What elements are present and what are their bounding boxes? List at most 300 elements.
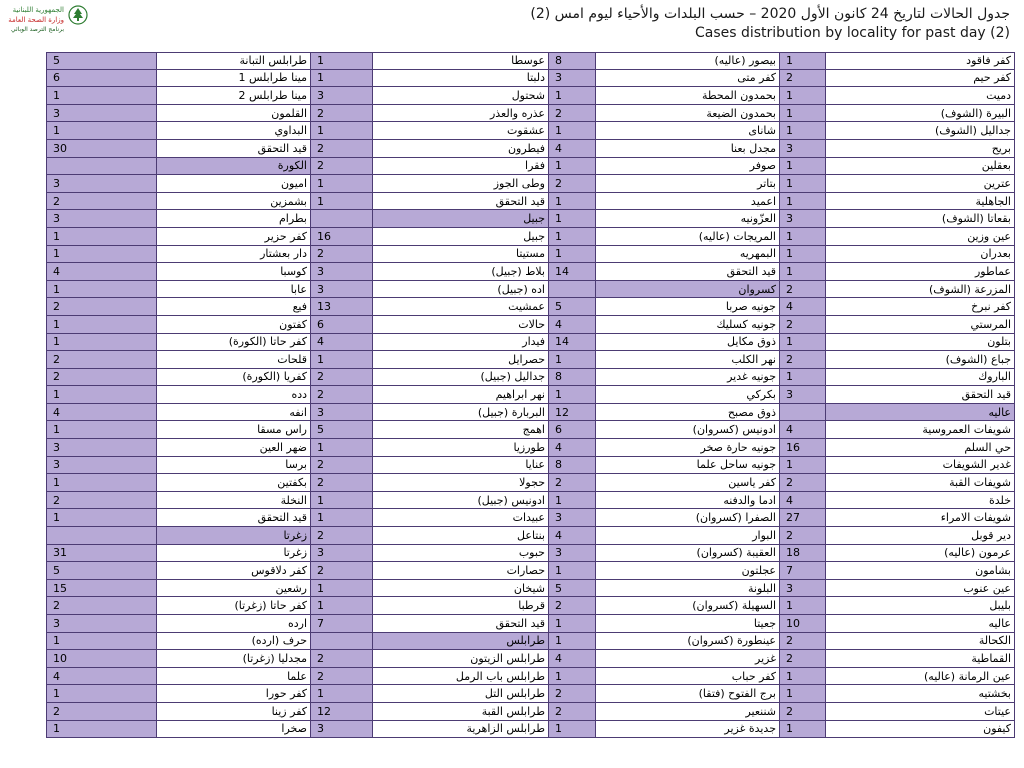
table-row xyxy=(46,562,1015,580)
case-count-cell: 4 xyxy=(779,298,825,315)
case-count-cell: 3 xyxy=(548,509,595,526)
locality-name-cell: بخشتيه xyxy=(825,685,1015,702)
locality-name-cell: فيع xyxy=(156,298,310,315)
case-count-cell: 1 xyxy=(46,633,156,650)
case-count-cell: 4 xyxy=(779,421,825,438)
table-row xyxy=(46,175,1015,193)
table-row xyxy=(46,668,1015,686)
locality-name-cell: جعيتا xyxy=(595,615,779,632)
case-count-cell: 2 xyxy=(46,298,156,315)
table-row xyxy=(46,492,1015,510)
locality-name-cell: البلونة xyxy=(595,580,779,597)
case-count-cell: 2 xyxy=(779,650,825,667)
cedar-logo-icon xyxy=(68,5,88,25)
region-header-cell: عاليه xyxy=(825,404,1015,421)
case-count-cell: 3 xyxy=(46,457,156,474)
case-count-cell: 2 xyxy=(310,140,372,157)
locality-name-cell: مجدليا (زغرتا) xyxy=(156,650,310,667)
table-row xyxy=(46,316,1015,334)
case-count-cell: 5 xyxy=(46,53,156,69)
locality-name-cell: طورزيا xyxy=(372,439,548,456)
case-count-cell: 1 xyxy=(548,87,595,104)
case-count-cell: 1 xyxy=(779,721,825,738)
table-row xyxy=(46,721,1015,739)
locality-name-cell: برج الفتوح (فتقا) xyxy=(595,685,779,702)
locality-name-cell: عين عنوب xyxy=(825,580,1015,597)
case-count-cell: 2 xyxy=(46,492,156,509)
case-count-cell: 7 xyxy=(779,562,825,579)
locality-name-cell: ادما والدفنه xyxy=(595,492,779,509)
case-count-cell: 1 xyxy=(310,509,372,526)
case-count-cell: 1 xyxy=(779,668,825,685)
locality-name-cell: مينا طرابلس 2 xyxy=(156,87,310,104)
table-row xyxy=(46,193,1015,211)
locality-name-cell: جونيه ساحل علما xyxy=(595,457,779,474)
case-count-cell xyxy=(46,158,156,175)
case-count-cell: 8 xyxy=(548,369,595,386)
case-count-cell xyxy=(310,210,372,227)
locality-name-cell: عين وزين xyxy=(825,228,1015,245)
locality-name-cell: شويفات العمروسية xyxy=(825,421,1015,438)
case-count-cell: 14 xyxy=(548,334,595,351)
locality-name-cell: حي السلم xyxy=(825,439,1015,456)
case-count-cell: 2 xyxy=(310,386,372,403)
case-count-cell: 1 xyxy=(548,228,595,245)
case-count-cell: 3 xyxy=(779,386,825,403)
locality-name-cell: كفر حزير xyxy=(156,228,310,245)
page-title-arabic: جدول الحالات لتاريخ 24 كانون الأول 2020 – حسب البلدات والأحياء ليوم امس (2) xyxy=(530,6,1010,22)
case-count-cell: 2 xyxy=(310,650,372,667)
case-count-cell: 1 xyxy=(548,193,595,210)
locality-name-cell: جديدة غزير xyxy=(595,721,779,738)
locality-name-cell: كفر حورا xyxy=(156,685,310,702)
case-count-cell: 2 xyxy=(548,685,595,702)
locality-name-cell: عمشيت xyxy=(372,298,548,315)
case-count-cell: 2 xyxy=(310,527,372,544)
locality-name-cell: بليبل xyxy=(825,597,1015,614)
logo-line-2: وزارة الصحة العامة xyxy=(8,16,64,24)
case-count-cell: 3 xyxy=(46,175,156,192)
case-count-cell: 3 xyxy=(310,721,372,738)
locality-name-cell: غدير الشويفات xyxy=(825,457,1015,474)
case-count-cell: 3 xyxy=(46,210,156,227)
locality-name-cell: راس مسقا xyxy=(156,421,310,438)
table-row xyxy=(46,122,1015,140)
table-row xyxy=(46,404,1015,422)
case-count-cell xyxy=(779,404,825,421)
case-count-cell: 4 xyxy=(310,334,372,351)
locality-name-cell: السهيلة (كسروان) xyxy=(595,597,779,614)
case-count-cell: 4 xyxy=(46,668,156,685)
table-row xyxy=(46,633,1015,651)
case-count-cell: 4 xyxy=(779,492,825,509)
locality-name-cell: العقيبة (كسروان) xyxy=(595,545,779,562)
case-count-cell: 1 xyxy=(46,228,156,245)
case-count-cell: 1 xyxy=(46,721,156,738)
locality-name-cell: البربارة (جبيل) xyxy=(372,404,548,421)
case-count-cell: 1 xyxy=(779,685,825,702)
locality-name-cell: عبيدات xyxy=(372,509,548,526)
locality-name-cell: اعميد xyxy=(595,193,779,210)
case-count-cell: 10 xyxy=(46,650,156,667)
locality-name-cell: طرابلس باب الرمل xyxy=(372,668,548,685)
locality-name-cell: عشقوت xyxy=(372,122,548,139)
case-count-cell: 1 xyxy=(548,633,595,650)
locality-name-cell: عين الرمانة (عاليه) xyxy=(825,668,1015,685)
locality-name-cell: حصارات xyxy=(372,562,548,579)
table-row xyxy=(46,158,1015,176)
case-count-cell: 1 xyxy=(46,87,156,104)
locality-name-cell: بشامون xyxy=(825,562,1015,579)
locality-name-cell: عجلتون xyxy=(595,562,779,579)
locality-name-cell: زغرتا xyxy=(156,545,310,562)
case-count-cell: 2 xyxy=(310,668,372,685)
locality-name-cell: عترين xyxy=(825,175,1015,192)
locality-name-cell: كفر حاتا (زغرتا) xyxy=(156,597,310,614)
locality-name-cell: العزّونيه xyxy=(595,210,779,227)
locality-name-cell: البوار xyxy=(595,527,779,544)
locality-name-cell: شانای xyxy=(595,122,779,139)
case-count-cell: 2 xyxy=(310,158,372,175)
locality-name-cell: جونيه صربا xyxy=(595,298,779,315)
region-header-cell: الكورة xyxy=(156,158,310,175)
ministry-logo xyxy=(6,3,86,39)
locality-name-cell: اهمج xyxy=(372,421,548,438)
table-row xyxy=(46,580,1015,598)
case-count-cell: 5 xyxy=(310,421,372,438)
case-count-cell: 5 xyxy=(548,580,595,597)
table-row xyxy=(46,228,1015,246)
locality-name-cell: قيد التحقق xyxy=(595,263,779,280)
locality-name-cell: قيد التحقق xyxy=(372,193,548,210)
case-count-cell: 2 xyxy=(310,369,372,386)
locality-name-cell: بحمدون الضيعة xyxy=(595,105,779,122)
table-row xyxy=(46,246,1015,264)
case-count-cell: 16 xyxy=(310,228,372,245)
locality-name-cell: كفريا (الكورة) xyxy=(156,369,310,386)
case-count-cell: 3 xyxy=(548,70,595,87)
locality-name-cell: ادونيس (كسروان) xyxy=(595,421,779,438)
case-count-cell: 2 xyxy=(548,105,595,122)
locality-name-cell: عماطور xyxy=(825,263,1015,280)
table-row xyxy=(46,351,1015,369)
case-count-cell: 2 xyxy=(779,633,825,650)
locality-name-cell: الكحالة xyxy=(825,633,1015,650)
case-count-cell: 3 xyxy=(310,263,372,280)
locality-name-cell: ضهر العين xyxy=(156,439,310,456)
locality-name-cell: نهر الكلب xyxy=(595,351,779,368)
case-count-cell: 1 xyxy=(779,228,825,245)
case-count-cell: 2 xyxy=(779,316,825,333)
locality-name-cell: البمهريه xyxy=(595,246,779,263)
locality-name-cell: شحتول xyxy=(372,87,548,104)
locality-name-cell: بكفتين xyxy=(156,474,310,491)
case-count-cell: 14 xyxy=(548,263,595,280)
locality-name-cell: عذره والعذر xyxy=(372,105,548,122)
case-count-cell: 3 xyxy=(779,210,825,227)
case-count-cell: 1 xyxy=(548,668,595,685)
locality-name-cell: حجولا xyxy=(372,474,548,491)
case-count-cell: 1 xyxy=(310,580,372,597)
locality-name-cell: كيفون xyxy=(825,721,1015,738)
case-count-cell: 2 xyxy=(310,562,372,579)
case-count-cell: 12 xyxy=(310,703,372,720)
locality-name-cell: المريجات (عاليه) xyxy=(595,228,779,245)
case-count-cell xyxy=(548,281,595,298)
locality-name-cell: المزرعة (الشوف) xyxy=(825,281,1015,298)
locality-name-cell: بحمدون المحطة xyxy=(595,87,779,104)
table-row xyxy=(46,386,1015,404)
case-count-cell: 2 xyxy=(548,175,595,192)
table-row xyxy=(46,457,1015,475)
case-count-cell: 1 xyxy=(548,562,595,579)
table-row xyxy=(46,281,1015,299)
case-count-cell: 1 xyxy=(548,158,595,175)
case-count-cell: 1 xyxy=(779,369,825,386)
locality-name-cell: قرطبا xyxy=(372,597,548,614)
case-count-cell: 1 xyxy=(310,53,372,69)
locality-name-cell: كوسبا xyxy=(156,263,310,280)
locality-name-cell: جونيه كسليك xyxy=(595,316,779,333)
case-count-cell: 1 xyxy=(548,351,595,368)
locality-name-cell: انفه xyxy=(156,404,310,421)
case-count-cell: 16 xyxy=(779,439,825,456)
case-count-cell: 15 xyxy=(46,580,156,597)
locality-name-cell: كفر زينا xyxy=(156,703,310,720)
locality-name-cell: صوفر xyxy=(595,158,779,175)
case-count-cell: 1 xyxy=(46,685,156,702)
locality-name-cell: بلاط (جبيل) xyxy=(372,263,548,280)
case-count-cell: 1 xyxy=(46,334,156,351)
case-count-cell: 1 xyxy=(779,246,825,263)
case-count-cell: 10 xyxy=(779,615,825,632)
region-header-cell: كسروان xyxy=(595,281,779,298)
case-count-cell: 2 xyxy=(548,703,595,720)
locality-name-cell: كفر متى xyxy=(595,70,779,87)
case-count-cell: 4 xyxy=(548,140,595,157)
locality-name-cell: مينا طرابلس 1 xyxy=(156,70,310,87)
locality-name-cell: البداوي xyxy=(156,122,310,139)
case-count-cell: 30 xyxy=(46,140,156,157)
case-count-cell: 3 xyxy=(46,105,156,122)
case-count-cell: 2 xyxy=(310,105,372,122)
case-count-cell: 4 xyxy=(46,404,156,421)
locality-name-cell: وطى الجوز xyxy=(372,175,548,192)
case-count-cell: 1 xyxy=(548,615,595,632)
locality-name-cell: بيصور (عاليه) xyxy=(595,53,779,69)
table-row xyxy=(46,87,1015,105)
locality-name-cell: شيخان xyxy=(372,580,548,597)
case-count-cell: 4 xyxy=(548,650,595,667)
locality-name-cell: دده xyxy=(156,386,310,403)
case-count-cell: 1 xyxy=(779,263,825,280)
case-count-cell: 31 xyxy=(46,545,156,562)
locality-name-cell: اده (جبيل) xyxy=(372,281,548,298)
case-count-cell: 1 xyxy=(779,597,825,614)
case-count-cell: 2 xyxy=(779,474,825,491)
table-row xyxy=(46,263,1015,281)
case-count-cell: 2 xyxy=(779,351,825,368)
case-count-cell: 5 xyxy=(548,298,595,315)
locality-name-cell: الصفرا (كسروان) xyxy=(595,509,779,526)
case-count-cell: 1 xyxy=(548,721,595,738)
case-count-cell: 1 xyxy=(779,122,825,139)
case-count-cell: 3 xyxy=(779,140,825,157)
case-count-cell xyxy=(46,527,156,544)
locality-name-cell: صخرا xyxy=(156,721,310,738)
case-count-cell: 2 xyxy=(548,474,595,491)
case-count-cell: 1 xyxy=(779,158,825,175)
locality-name-cell: الجاهلية xyxy=(825,193,1015,210)
case-count-cell: 8 xyxy=(548,53,595,69)
locality-name-cell: عنايا xyxy=(372,457,548,474)
locality-name-cell: ادونيس (جبيل) xyxy=(372,492,548,509)
case-count-cell: 2 xyxy=(46,351,156,368)
case-count-cell: 1 xyxy=(46,246,156,263)
case-count-cell: 1 xyxy=(310,122,372,139)
logo-line-3: برنامج الترصد الوبائي xyxy=(10,26,64,33)
locality-name-cell: اميون xyxy=(156,175,310,192)
locality-name-cell: شويفات القبة xyxy=(825,474,1015,491)
case-count-cell: 1 xyxy=(779,334,825,351)
locality-name-cell: ارده xyxy=(156,615,310,632)
case-count-cell: 1 xyxy=(779,175,825,192)
locality-name-cell: قيد التحقق xyxy=(372,615,548,632)
case-count-cell: 8 xyxy=(548,457,595,474)
locality-name-cell: حبوب xyxy=(372,545,548,562)
locality-name-cell: بشمزين xyxy=(156,193,310,210)
case-count-cell: 1 xyxy=(46,122,156,139)
locality-name-cell: جبيل xyxy=(372,228,548,245)
table-row xyxy=(46,210,1015,228)
table-row xyxy=(46,685,1015,703)
case-count-cell: 1 xyxy=(779,457,825,474)
case-count-cell xyxy=(310,633,372,650)
table-row xyxy=(46,474,1015,492)
locality-name-cell: خلدة xyxy=(825,492,1015,509)
case-count-cell: 12 xyxy=(548,404,595,421)
case-count-cell: 1 xyxy=(548,492,595,509)
locality-name-cell: بقعاتا (الشوف) xyxy=(825,210,1015,227)
case-count-cell: 3 xyxy=(310,281,372,298)
table-row xyxy=(46,650,1015,668)
locality-name-cell: دلبتا xyxy=(372,70,548,87)
case-count-cell: 1 xyxy=(46,474,156,491)
case-count-cell: 6 xyxy=(46,70,156,87)
locality-name-cell: برسا xyxy=(156,457,310,474)
locality-name-cell: عابا xyxy=(156,281,310,298)
case-count-cell: 3 xyxy=(310,87,372,104)
locality-name-cell: طرابلس القبة xyxy=(372,703,548,720)
case-count-cell: 3 xyxy=(310,404,372,421)
table-row xyxy=(46,421,1015,439)
case-count-cell: 13 xyxy=(310,298,372,315)
table-row xyxy=(46,52,1015,70)
locality-name-cell: قلحات xyxy=(156,351,310,368)
case-count-cell: 2 xyxy=(310,457,372,474)
locality-name-cell: كفر حباب xyxy=(595,668,779,685)
logo-line-1: الجمهورية اللبنانية xyxy=(12,6,64,14)
locality-name-cell: جونيه غدير xyxy=(595,369,779,386)
case-count-cell: 2 xyxy=(779,703,825,720)
locality-name-cell: دار بعشتار xyxy=(156,246,310,263)
table-row xyxy=(46,509,1015,527)
locality-name-cell: عيتات xyxy=(825,703,1015,720)
table-row xyxy=(46,597,1015,615)
case-count-cell: 3 xyxy=(310,545,372,562)
table-row xyxy=(46,703,1015,721)
case-count-cell: 1 xyxy=(779,53,825,69)
case-count-cell: 2 xyxy=(310,246,372,263)
case-count-cell: 2 xyxy=(779,70,825,87)
case-count-cell: 3 xyxy=(46,439,156,456)
case-count-cell: 1 xyxy=(779,105,825,122)
case-count-cell: 2 xyxy=(46,703,156,720)
case-count-cell: 1 xyxy=(46,509,156,526)
locality-name-cell: حالات xyxy=(372,316,548,333)
locality-name-cell: المرستي xyxy=(825,316,1015,333)
locality-name-cell: علما xyxy=(156,668,310,685)
locality-name-cell: نهر ابراهيم xyxy=(372,386,548,403)
case-count-cell: 1 xyxy=(548,386,595,403)
locality-name-cell: فيطرون xyxy=(372,140,548,157)
locality-name-cell: كفر حاتا (الكورة) xyxy=(156,334,310,351)
case-count-cell: 3 xyxy=(779,580,825,597)
case-count-cell: 4 xyxy=(548,439,595,456)
locality-name-cell: حصرايل xyxy=(372,351,548,368)
case-count-cell: 1 xyxy=(46,281,156,298)
case-count-cell: 1 xyxy=(548,210,595,227)
locality-name-cell: بكركي xyxy=(595,386,779,403)
locality-name-cell: كفر دلاقوس xyxy=(156,562,310,579)
case-count-cell: 4 xyxy=(548,316,595,333)
case-count-cell: 1 xyxy=(310,70,372,87)
locality-name-cell: بطرام xyxy=(156,210,310,227)
locality-name-cell: شويفات الامراء xyxy=(825,509,1015,526)
locality-name-cell: كفر فاقود xyxy=(825,53,1015,69)
table-row xyxy=(46,105,1015,123)
locality-name-cell: دميت xyxy=(825,87,1015,104)
locality-name-cell: رشعين xyxy=(156,580,310,597)
case-count-cell: 1 xyxy=(310,439,372,456)
page-header xyxy=(0,0,1024,48)
locality-name-cell: فيدار xyxy=(372,334,548,351)
cases-table xyxy=(46,52,1015,758)
region-header-cell: جبيل xyxy=(372,210,548,227)
case-count-cell: 3 xyxy=(46,615,156,632)
locality-name-cell: دير قوبل xyxy=(825,527,1015,544)
locality-name-cell: طرابلس الزيتون xyxy=(372,650,548,667)
case-count-cell: 6 xyxy=(548,421,595,438)
locality-name-cell: بعدران xyxy=(825,246,1015,263)
locality-name-cell: بريح xyxy=(825,140,1015,157)
locality-name-cell: مجدل بعنا xyxy=(595,140,779,157)
table-row xyxy=(46,439,1015,457)
case-count-cell: 18 xyxy=(779,545,825,562)
locality-name-cell: بنتاعل xyxy=(372,527,548,544)
case-count-cell: 6 xyxy=(310,316,372,333)
locality-name-cell: طرابلس التل xyxy=(372,685,548,702)
locality-name-cell: طرابلس الزاهرية xyxy=(372,721,548,738)
table-row xyxy=(46,70,1015,88)
case-count-cell: 1 xyxy=(548,246,595,263)
case-count-cell: 1 xyxy=(548,122,595,139)
table-row xyxy=(46,615,1015,633)
case-count-cell: 1 xyxy=(310,597,372,614)
region-header-cell: زغرتا xyxy=(156,527,310,544)
locality-name-cell: كفر حيم xyxy=(825,70,1015,87)
locality-name-cell: عينطورة (كسروان) xyxy=(595,633,779,650)
